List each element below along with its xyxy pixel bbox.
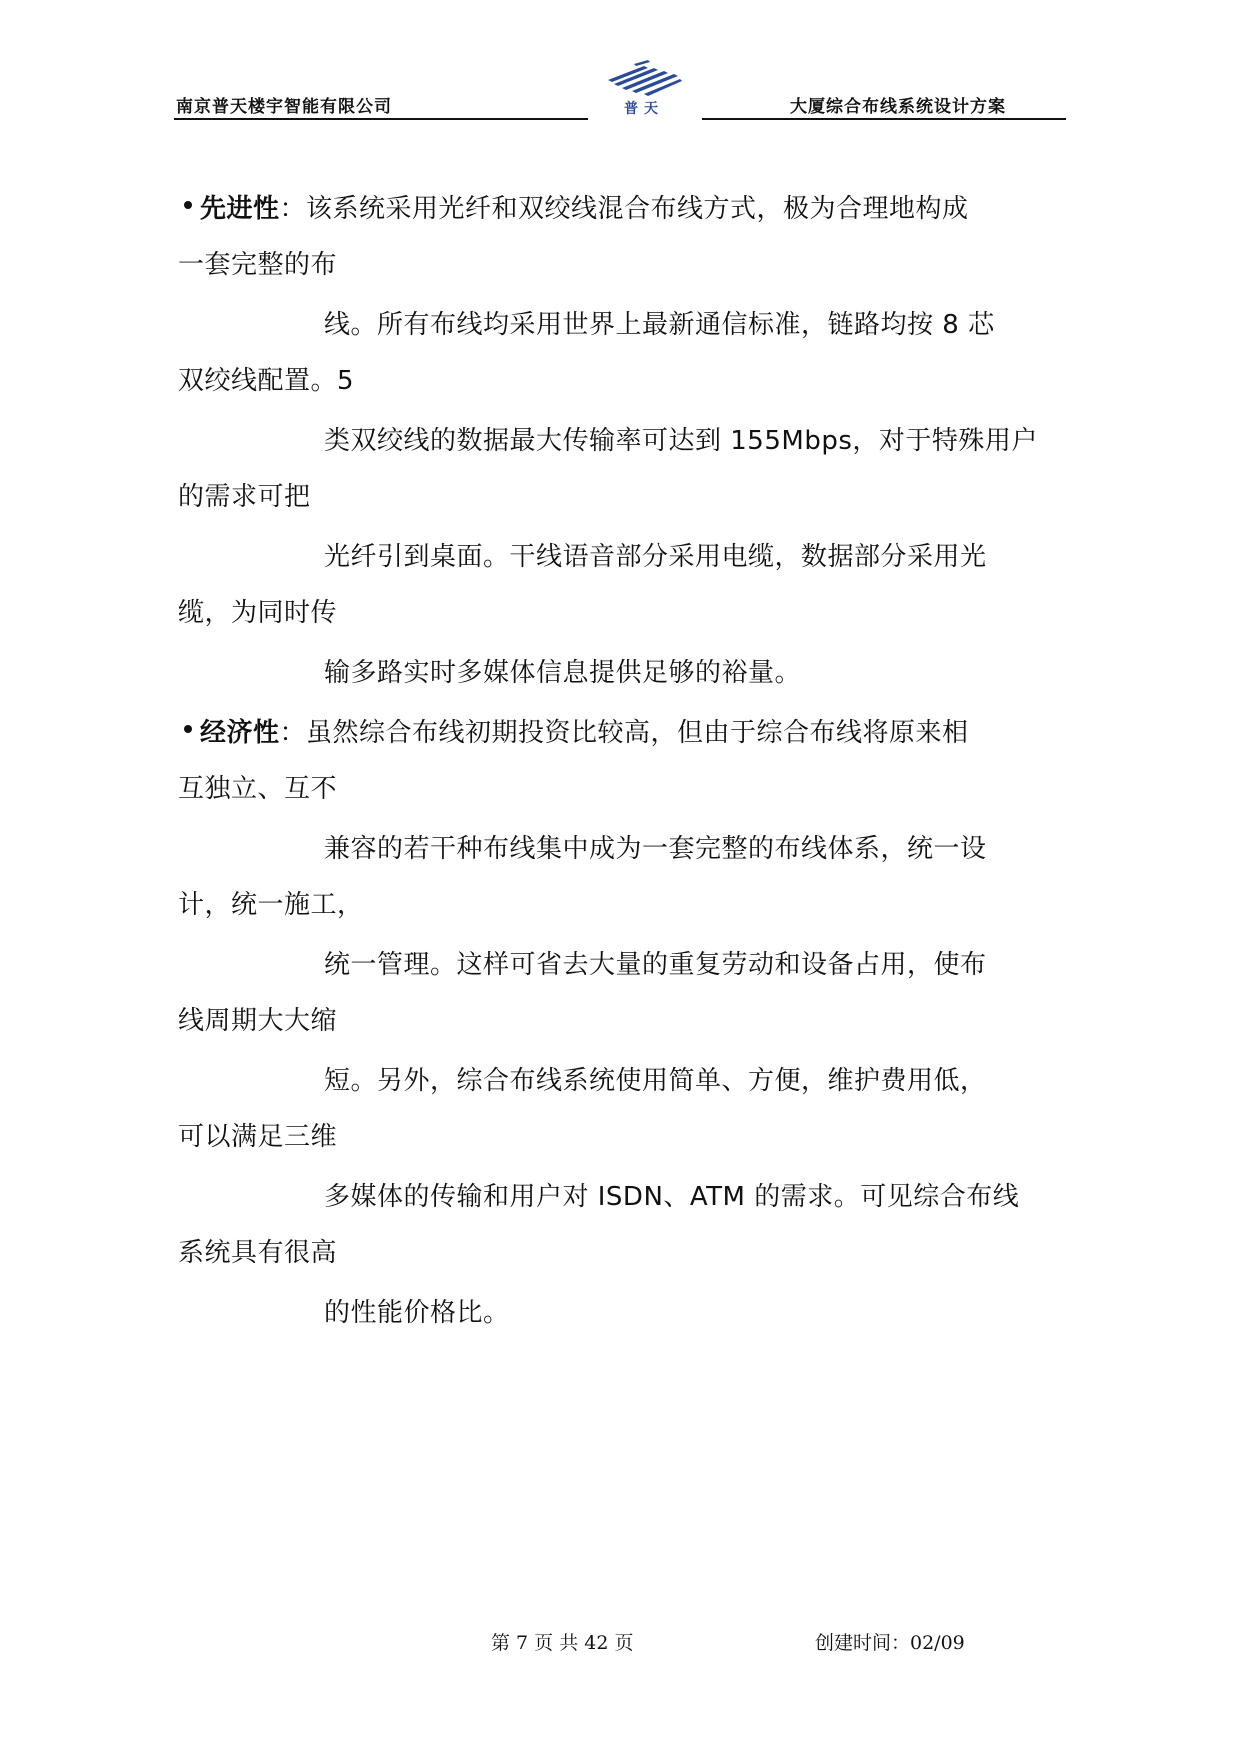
section-economic-line-6: 线周期大大缩 <box>178 1006 338 1036</box>
bullet-icon <box>184 201 192 209</box>
section-economic-line-7: 短。另外，综合布线系统使用简单、方便，维护费用低， <box>324 1066 987 1096</box>
section-advanced-line-6: 的需求可把 <box>178 482 311 512</box>
section-advanced-line-2: 一套完整的布 <box>178 250 338 280</box>
section-advanced-line-8: 缆，为同时传 <box>178 598 338 628</box>
company-name: 南京普天楼宇智能有限公司 <box>176 97 392 117</box>
page-number: 第 7 页 共 42 页 <box>491 1632 634 1654</box>
section-advanced-line-4: 双绞线配置。5 <box>178 366 355 396</box>
section-term: 经济性 <box>200 718 280 748</box>
company-logo <box>604 58 684 118</box>
section-economic-line-9: 多媒体的传输和用户对 ISDN、ATM 的需求。可见综合布线 <box>324 1182 1020 1212</box>
section-economic-line-8: 可以满足三维 <box>178 1122 338 1152</box>
creation-date: 创建时间：02/09 <box>815 1632 965 1654</box>
section-advanced-line-9: 输多路实时多媒体信息提供足够的裕量。 <box>324 658 802 688</box>
document-title: 大厦综合布线系统设计方案 <box>790 97 1006 117</box>
logo-text: 普天 <box>624 101 664 117</box>
section-advanced-line-3: 线。所有布线均采用世界上最新通信标准，链路均按 8 芯 <box>324 310 995 340</box>
header-rule-left <box>174 118 588 120</box>
bullet-icon <box>184 725 192 733</box>
section-advanced-line-1: 先进性：该系统采用光纤和双绞线混合布线方式，极为合理地构成 <box>178 188 969 225</box>
section-advanced-line-7: 光纤引到桌面。干线语音部分采用电缆，数据部分采用光 <box>324 542 987 572</box>
logo-stripes-icon <box>604 58 684 98</box>
header-rule-right <box>702 118 1066 120</box>
section-economic-line-10: 系统具有很高 <box>178 1238 338 1268</box>
section-economic-line-5: 统一管理。这样可省去大量的重复劳动和设备占用，使布 <box>324 950 987 980</box>
section-economic-line-4: 计，统一施工， <box>178 890 364 920</box>
section-advanced-line-5: 类双绞线的数据最大传输率可达到 155Mbps，对于特殊用户 <box>324 426 1038 456</box>
section-economic-line-11: 的性能价格比。 <box>324 1298 510 1328</box>
section-term: 先进性 <box>200 194 280 224</box>
section-economic-line-1: 经济性：虽然综合布线初期投资比较高，但由于综合布线将原来相 <box>178 712 969 749</box>
section-economic-line-3: 兼容的若干种布线集中成为一套完整的布线体系，统一设 <box>324 834 987 864</box>
section-economic-line-2: 互独立、互不 <box>178 774 338 804</box>
